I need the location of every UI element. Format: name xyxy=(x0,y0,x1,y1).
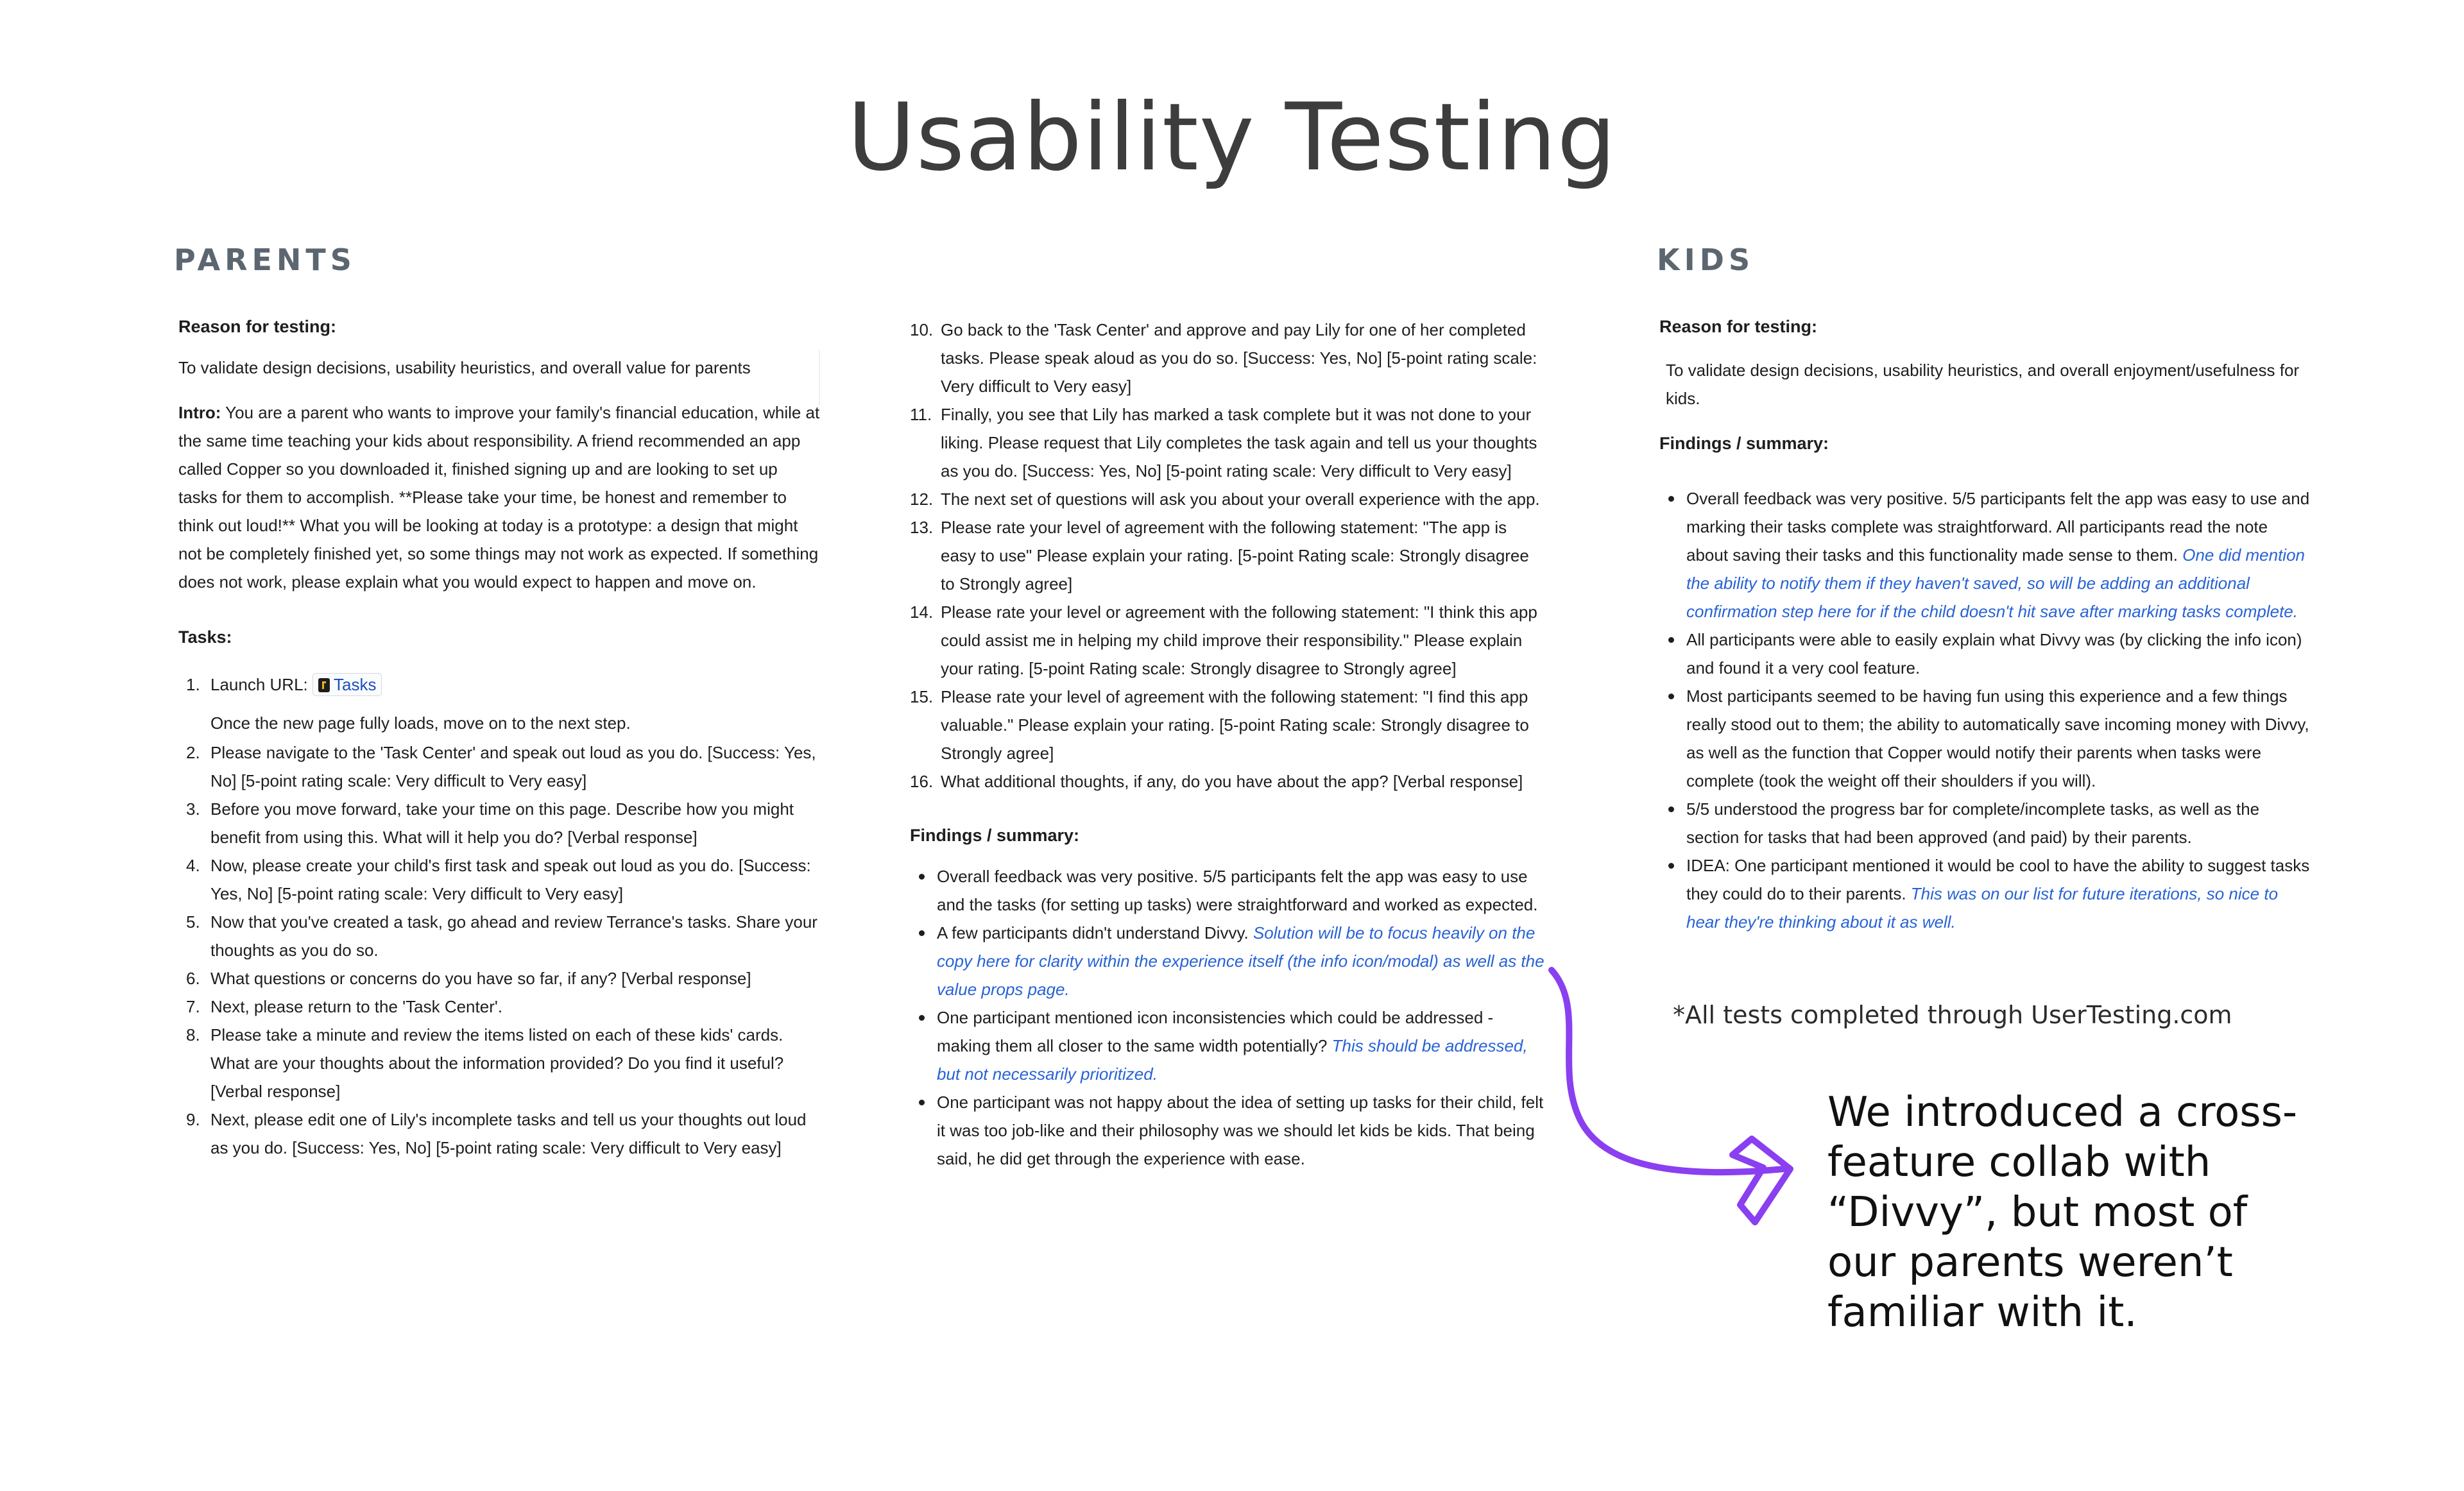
task-text: Now that you've created a task, go ahead and review Terrance's tasks. Share your thoughts as you do so. xyxy=(210,912,817,960)
finding-text: All participants were able to easily explain what Divvy was (by clicking the info icon) and found it a very cool feature. xyxy=(1686,630,2302,677)
task-number: 7. xyxy=(186,997,200,1016)
kids-reason-heading: Reason for testing: xyxy=(1659,317,1818,336)
finding-text: IDEA: One participant mentioned it would be cool to have the ability to suggest tasks they could do to their parents. xyxy=(1686,856,2310,903)
finding-text: One participant was not happy about the idea of setting up tasks for their child, felt it was too job-like and their philosophy was we should let kids be kids. That being said, he did get through the experience with ease. xyxy=(937,1093,1544,1168)
task-text: The next set of questions will ask you about your overall experience with the app. xyxy=(941,490,1540,509)
parents-tasks-heading: Tasks: xyxy=(178,627,232,647)
callout-text: We introduced a cross-feature collab with “Divvy”, but most of our parents weren’t familiar with it. xyxy=(1827,1089,2298,1336)
finding-note: Solution will be to focus heavily on the copy here for clarity within the experience itself (the info icon/modal) as well as the value props page. xyxy=(937,923,1544,999)
finding-text: Overall feedback was very positive. 5/5 participants felt the app was easy to use and marking their tasks complete was straightforward. All participants read the note about saving their tasks and this functionality made sense to them. xyxy=(1686,489,2310,565)
task-number: 1. xyxy=(186,675,200,694)
task1-prefix: Launch URL: xyxy=(210,675,308,694)
finding-text: Overall feedback was very positive. 5/5 participants felt the app was easy to use and the tasks (for setting up tasks) were straightforward and worked as expected. xyxy=(937,867,1538,914)
task-number: 14. xyxy=(910,602,934,622)
task-text: Please navigate to the 'Task Center' and speak out loud as you do. [Success: Yes, No] [5-point rating scale: Very difficult to Very easy] xyxy=(210,743,816,790)
task-number: 15. xyxy=(910,687,934,706)
parents-reason-heading: Reason for testing: xyxy=(178,317,337,336)
finding-note: This should be addressed, but not necessarily prioritized. xyxy=(937,1036,1528,1084)
task-number: 9. xyxy=(186,1110,200,1129)
finding-text: Most participants seemed to be having fun using this experience and a few things really stood out to them; the ability to automatically save incoming money with Divvy, as well as the function that Copper would notify their parents when tasks were complete (took the weight off their shoulders if you will). xyxy=(1686,686,2309,790)
task-number: 11. xyxy=(910,405,932,424)
finding-text: One participant mentioned icon inconsistencies which could be addressed - making them all closer to the same width potentially? xyxy=(937,1008,1494,1055)
task-number: 8. xyxy=(186,1025,200,1044)
page-title: Usability Testing xyxy=(847,83,1617,192)
middle-findings-heading: Findings / summary: xyxy=(910,826,1080,845)
task-number: 10. xyxy=(910,320,934,339)
section-label-parents: PARENTS xyxy=(174,243,356,277)
task1-note-text: Once the new page fully loads, move on to the next step. xyxy=(210,713,631,733)
task-number: 4. xyxy=(186,856,200,875)
task-text: Please rate your level or agreement with the following statement: "I think this app could assist me in helping my child improve their responsibility." Please explain your rating. [5-point Rating scale: Strongly disagree to Strongly agree] xyxy=(941,602,1537,678)
task-number: 13. xyxy=(910,518,934,537)
parents-reason-text: To validate design decisions, usability heuristics, and overall value for parents xyxy=(178,358,751,377)
task-number: 16. xyxy=(910,772,934,791)
kids-findings-heading: Findings / summary: xyxy=(1659,434,1829,453)
task-text: What additional thoughts, if any, do you have about the app? [Verbal response] xyxy=(941,772,1523,791)
task-text: What questions or concerns do you have so far, if any? [Verbal response] xyxy=(210,969,751,988)
task-number: 3. xyxy=(186,799,200,819)
finding-text: 5/5 understood the progress bar for complete/incomplete tasks, as well as the section for tasks that had been approved (and paid) by their parents. xyxy=(1686,799,2260,847)
finding-text: A few participants didn't understand Divvy. xyxy=(937,923,1253,942)
task-text: Before you move forward, take your time on this page. Describe how you might benefit from using this. What will it help you do? [Verbal response] xyxy=(210,799,794,847)
footnote: *All tests completed through UserTesting.com xyxy=(1673,1001,2232,1029)
task-text: Next, please edit one of Lily's incomplete tasks and tell us your thoughts out loud as you do. [Success: Yes, No] [5-point rating scale: Very difficult to Very easy] xyxy=(210,1110,807,1157)
section-label-kids: KIDS xyxy=(1657,243,1755,277)
intro-text: You are a parent who wants to improve your family's financial education, while at the same time teaching your kids about responsibility. A friend recommended an app called Copper so you downloaded it, finished signing up and are looking to set up tasks for them to accomplish. **Please take your time, be honest and remember to think out loud!** What you will be looking at today is a prototype: a design that might not be completely finished yet, so some things may not work as expected. If something does not work, please explain what you would expect to happen and move on. xyxy=(178,403,820,592)
task-text: Please take a minute and review the items listed on each of these kids' cards. What are your thoughts about the information provided? Do you find it useful? [Verbal response] xyxy=(210,1025,784,1101)
task-text: Finally, you see that Lily has marked a task complete but it was not done to your liking. Please request that Lily completes the task again and tell us your thoughts as you do. [Success: Yes, No] [5-point rating scale: Very difficult to Very easy] xyxy=(941,405,1537,481)
finding-note: This was on our list for future iterations, so nice to hear they're thinking about it as well. xyxy=(1686,884,2279,932)
task-number: 6. xyxy=(186,969,200,988)
kids-reason-text: To validate design decisions, usability heuristics, and overall enjoyment/usefulness for kids. xyxy=(1666,361,2300,408)
task-text: Please rate your level of agreement with the following statement: "The app is easy to use" Please explain your rating. [5-point Rating scale: Strongly disagree to Strongly agree] xyxy=(941,518,1529,593)
task-number: 12. xyxy=(910,490,934,509)
intro-label: Intro: xyxy=(178,403,221,422)
task-number: 2. xyxy=(186,743,200,762)
finding-note: One did mention the ability to notify them if they haven't saved, so will be adding an additional confirmation step here for if the child doesn't hit save after marking tasks complete. xyxy=(1686,545,2306,621)
task-text: Next, please return to the 'Task Center'. xyxy=(210,997,503,1016)
task-text: Go back to the 'Task Center' and approve and pay Lily for one of her completed tasks. Please speak aloud as you do so. [Success: Yes, No] [5-point rating scale: Very difficult to Very easy] xyxy=(941,320,1537,396)
tasks-link-label: Tasks xyxy=(334,675,377,694)
task-text: Please rate your level of agreement with the following statement: "I find this app valuable." Please explain your rating. [5-point Rating scale: Strongly disagree to Strongly agree] xyxy=(941,687,1529,763)
task-number: 5. xyxy=(186,912,200,932)
task-text: Now, please create your child's first task and speak out loud as you do. [Success: Yes, No] [5-point rating scale: Very difficult to Very easy] xyxy=(210,856,811,903)
